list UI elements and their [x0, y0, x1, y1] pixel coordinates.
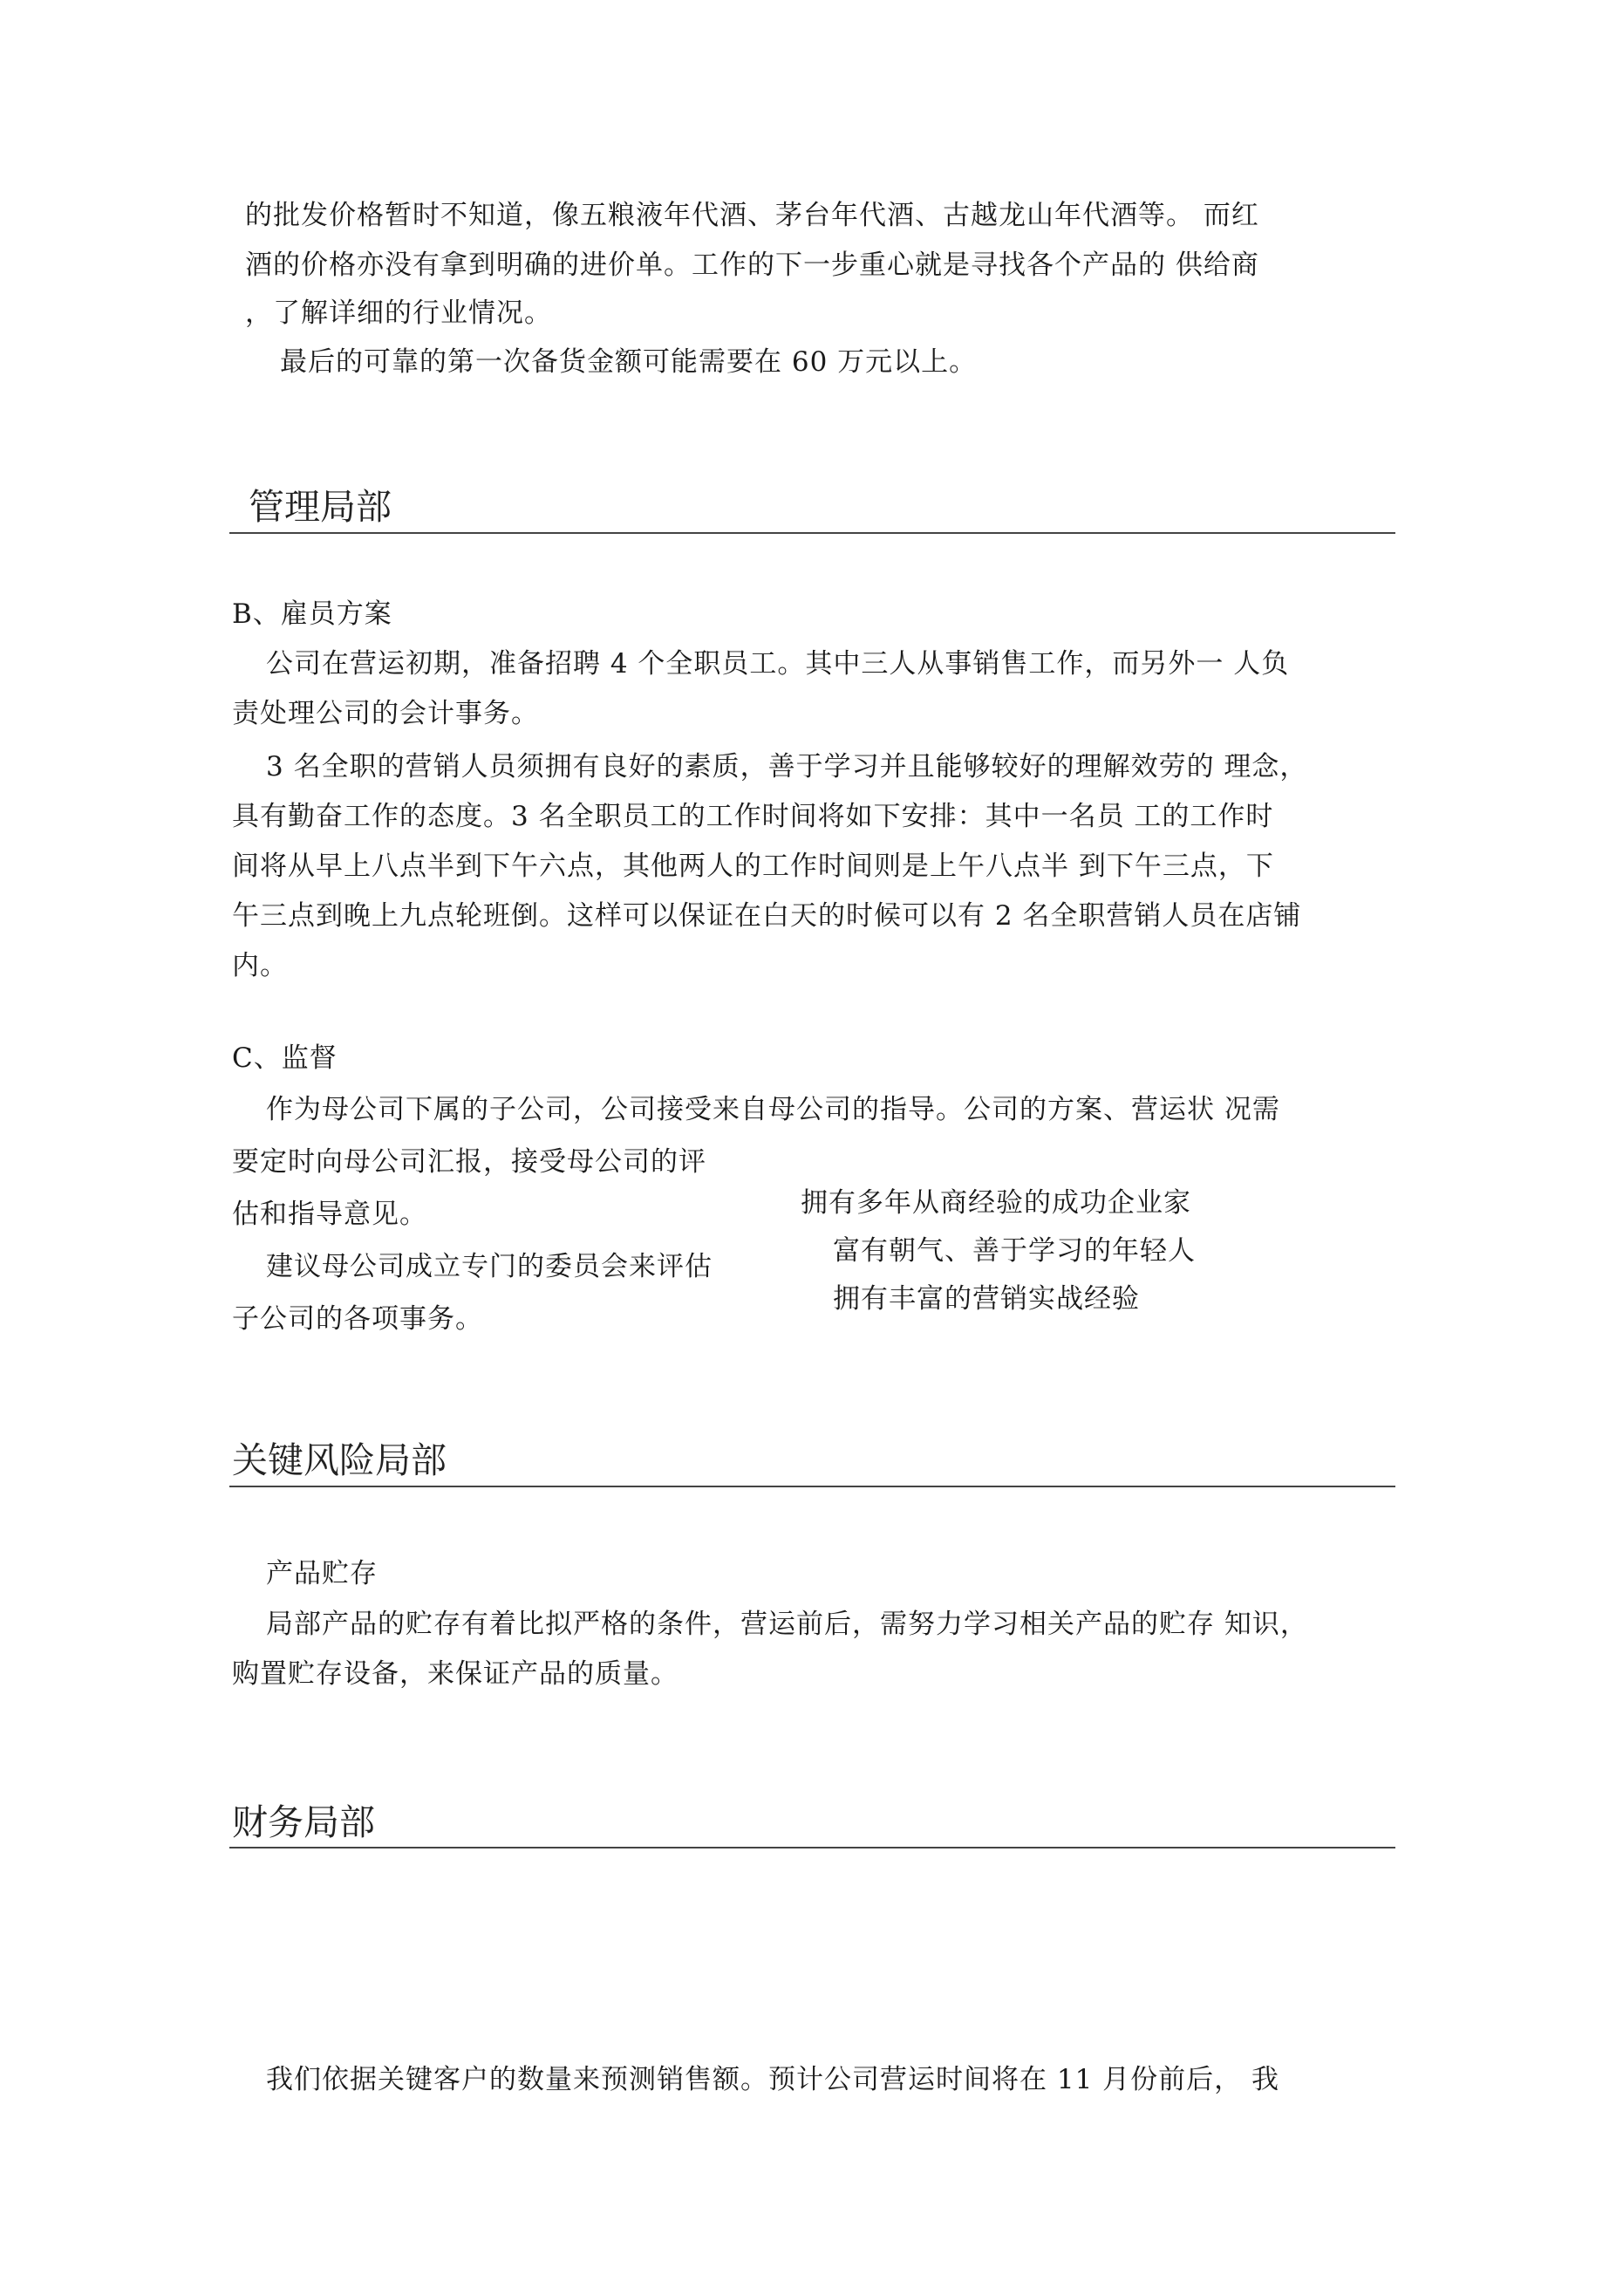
supervision-line-2: 要定时向母公司汇报，接受母公司的评: [232, 1146, 706, 1178]
section-title-risk: 关键风险局部: [232, 1439, 447, 1481]
supervision-line-3: 估和指导意见。: [232, 1199, 427, 1230]
supervision-line-4: 建议母公司成立专门的委员会来评估: [266, 1251, 713, 1282]
intro-line-3: ，了解详细的行业情况。: [245, 297, 552, 329]
risk-line-2: 购置贮存设备，来保证产品的质量。: [232, 1658, 679, 1690]
intro-line-1: 的批发价格暂时不知道，像五粮液年代酒、茅台年代酒、古越龙山年代酒等。 而红: [245, 200, 1259, 231]
employment-heading: B、雇员方案: [232, 598, 392, 630]
employment-line-5: 间将从早上八点半到下午六点，其他两人的工作时间则是上午八点半 到下午三点，下: [232, 851, 1274, 882]
employment-line-3: 3 名全职的营销人员须拥有良好的素质，善于学习并且能够较好的理解效劳的 理念，: [266, 751, 1308, 782]
employment-line-4: 具有勤奋工作的态度。3 名全职员工的工作时间将如下安排：其中一名员 工的工作时: [232, 801, 1274, 832]
supervision-line-5: 子公司的各项事务。: [232, 1303, 483, 1335]
finance-line-1: 我们依据关键客户的数量来预测销售额。预计公司营运时间将在 11 月份前后， 我: [266, 2064, 1280, 2095]
intro-line-4: 最后的可靠的第一次备货金额可能需要在 60 万元以上。: [280, 346, 978, 378]
supervision-heading: C、监督: [232, 1042, 338, 1074]
section-divider: [229, 532, 1395, 534]
employment-line-7: 内。: [232, 950, 288, 981]
employment-line-1: 公司在营运初期，准备招聘 4 个全职员工。其中三人从事销售工作，而另外一 人负: [266, 648, 1290, 680]
employment-line-6: 午三点到晚上九点轮班倒。这样可以保证在白天的时候可以有 2 名全职营销人员在店铺: [232, 900, 1302, 932]
section-divider: [229, 1486, 1395, 1487]
intro-line-2: 酒的价格亦没有拿到明确的进价单。工作的下一步重心就是寻找各个产品的 供给商: [245, 249, 1259, 281]
side-note-line-2: 富有朝气、善于学习的年轻人: [833, 1235, 1196, 1267]
section-title-management: 管理局部: [249, 486, 392, 528]
side-note-line-3: 拥有丰富的营销实战经验: [833, 1283, 1140, 1315]
side-note-line-1: 拥有多年从商经验的成功企业家: [801, 1187, 1191, 1219]
section-divider: [229, 1847, 1395, 1848]
risk-subheading: 产品贮存: [266, 1558, 378, 1589]
employment-line-2: 责处理公司的会计事务。: [232, 698, 539, 729]
risk-line-1: 局部产品的贮存有着比拟严格的条件，营运前后，需努力学习相关产品的贮存 知识，: [266, 1609, 1308, 1640]
section-title-finance: 财务局部: [232, 1801, 375, 1843]
supervision-line-1: 作为母公司下属的子公司，公司接受来自母公司的指导。公司的方案、营运状 况需: [266, 1094, 1280, 1125]
